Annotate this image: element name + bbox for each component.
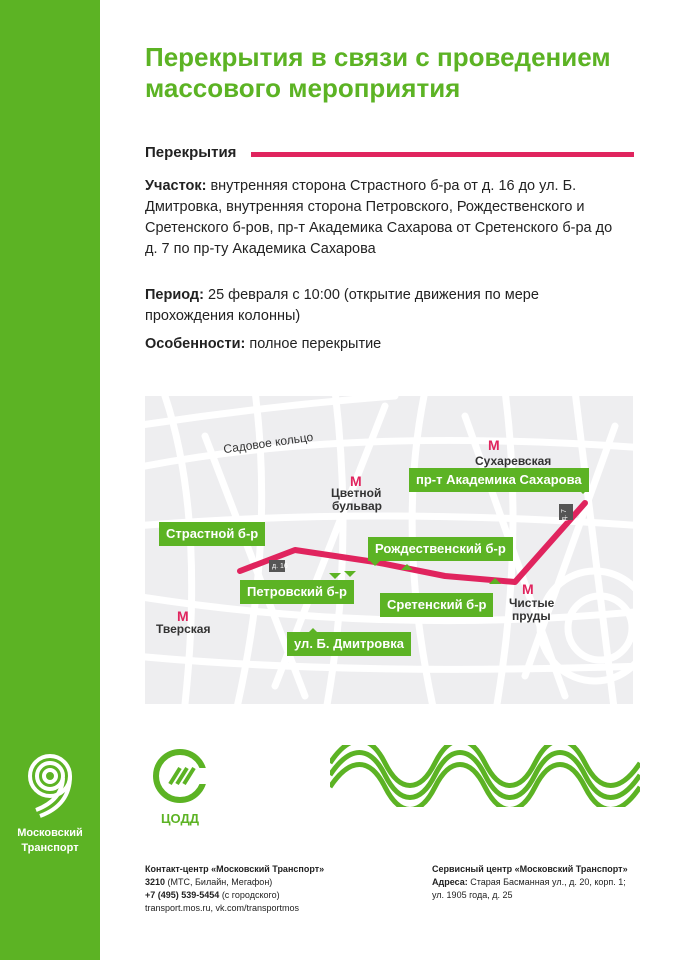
contact-center-block	[145, 863, 405, 915]
metro-icon-tverskaya: M	[177, 608, 189, 624]
features-label: Особенности:	[145, 336, 246, 352]
features-text: полное перекрытие	[249, 336, 382, 352]
codd-text: ЦОДД	[161, 811, 199, 826]
contact-line-3: transport.mos.ru, vk.com/transportmos	[145, 903, 300, 913]
service-line-2: ул. 1905 года, д. 25	[432, 890, 513, 900]
section-paragraph	[145, 176, 615, 260]
codd-logo	[145, 748, 215, 826]
period-label: Период:	[145, 287, 204, 303]
label-dmitrovka: ул. Б. Дмитровка	[287, 632, 411, 656]
metro-chistye-1: Чистые	[509, 596, 555, 610]
page-title: Перекрытия в связи с проведением массового мероприятия	[145, 42, 611, 103]
service-center-block	[432, 863, 672, 902]
codd-emblem-icon	[150, 748, 210, 804]
section-heading: Перекрытия	[145, 144, 237, 161]
metro-icon-chistye: M	[522, 581, 534, 597]
label-rozhdestvensky: Рождественский б-р	[368, 537, 513, 561]
contact-line-2: +7 (495) 539-5454 (с городского)	[145, 890, 280, 900]
section-label: Участок:	[145, 178, 207, 194]
features-paragraph	[145, 334, 615, 355]
period-paragraph	[145, 285, 615, 327]
service-center-title: Сервисный центр «Московский Транспорт»	[432, 864, 628, 874]
period-text: 25 февраля с 10:00 (открытие движения по мере прохождения колонны)	[145, 287, 539, 324]
contact-center-title: Контакт-центр «Московский Транспорт»	[145, 864, 325, 874]
house-7: д. 7	[560, 509, 568, 521]
metro-chistye-2: пруды	[512, 609, 551, 623]
service-line-1: Адреса: Старая Басманная ул., д. 20, корп. 1;	[432, 877, 626, 887]
logo-text-line1: Московский	[17, 827, 83, 839]
label-petrovsky: Петровский б-р	[240, 580, 354, 604]
metro-tsvetnoy-2: бульвар	[332, 499, 382, 513]
logo-text-line2: Транспорт	[21, 842, 79, 854]
transport-9-icon	[20, 750, 80, 820]
metro-sukharevskaya: Сухаревская	[475, 454, 552, 468]
metro-icon-tsvetnoy: M	[350, 473, 362, 489]
metro-tsvetnoy-1: Цветной	[331, 486, 382, 500]
house-16: д. 16	[272, 563, 288, 570]
section-text: внутренняя сторона Страстного б-ра от д. 16 до ул. Б. Дмитровка, внутренняя сторона Петровского, Рождественского и Сретенского б-ров, пр-т Академика Сахарова от Сретенского б-ра до д. 7 по пр-ту Академика Сахарова	[145, 178, 613, 257]
decorative-wave-icon	[330, 745, 640, 807]
closure-map	[145, 396, 633, 704]
moscow-transport-logo	[0, 750, 100, 855]
road-sadovoe: Садовое кольцо	[222, 429, 315, 457]
label-sretensky: Сретенский б-р	[380, 593, 493, 617]
label-strastnoy: Страстной б-р	[159, 522, 265, 546]
contact-line-1: 3210 (МТС, Билайн, Мегафон)	[145, 877, 273, 887]
metro-icon-sukharevskaya: M	[488, 437, 500, 453]
section-divider	[251, 152, 634, 157]
metro-tverskaya: Тверская	[156, 622, 211, 636]
label-sakharova: пр-т Академика Сахарова	[409, 468, 589, 492]
